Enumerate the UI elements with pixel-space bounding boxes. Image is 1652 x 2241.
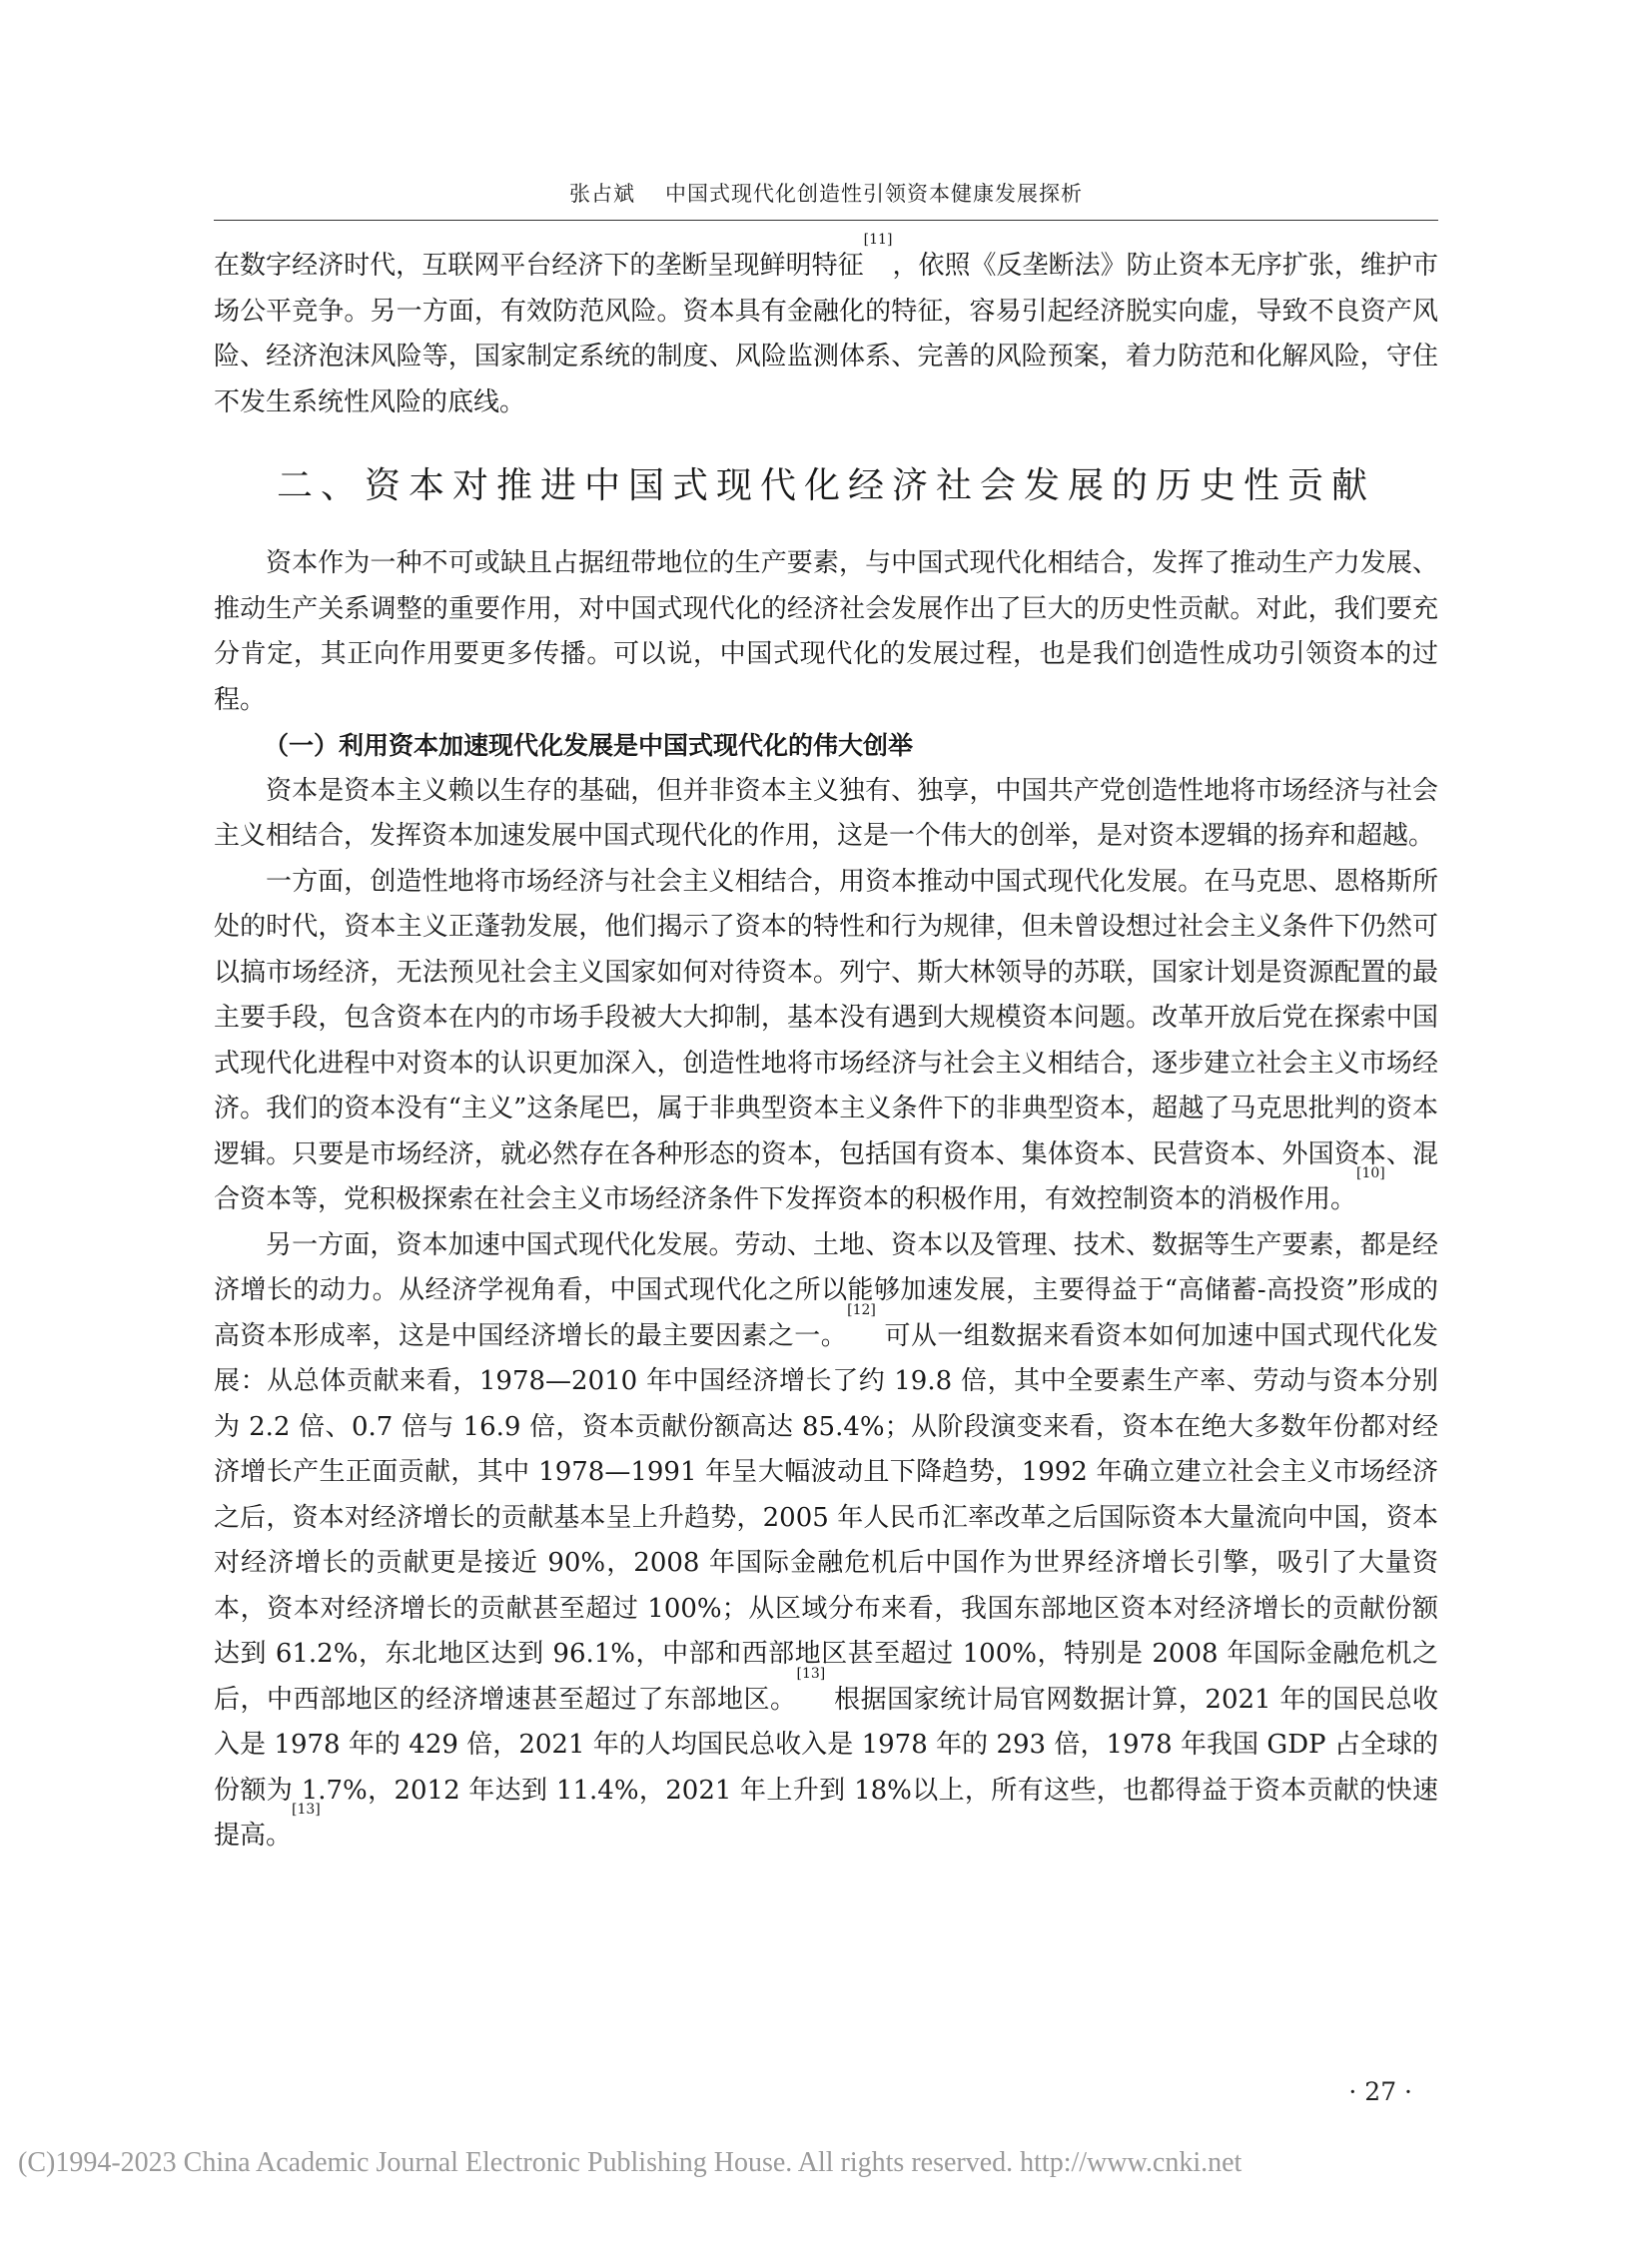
citation-ref[interactable]: [11] <box>863 232 893 248</box>
paragraph: 资本是资本主义赖以生存的基础，但并非资本主义独有、独享，中国共产党创造性地将市场经济与社会主义相结合，发挥资本加速发展中国式现代化的作用，这是一个伟大的创举，是对资本逻辑的扬弃和超越。 <box>214 775 1438 851</box>
copyright-watermark: (C)1994-2023 China Academic Journal Electronic Publishing House. All rights reserved. http://www.cnki.net <box>18 2147 1242 2178</box>
section-intro-paragraph: 资本作为一种不可或缺且占据纽带地位的生产要素，与中国式现代化相结合，发挥了推动生产力发展、推动生产关系调整的重要作用，对中国式现代化的经济社会发展作出了巨大的历史性贡献。对此，我们要充分肯定，其正向作用要更多传播。可以说，中国式现代化的发展过程，也是我们创造性成功引领资本的过程。 <box>214 548 1438 715</box>
paragraph-text: 在数字经济时代，互联网平台经济下的垄断呈现鲜明特征 <box>214 251 864 281</box>
article-body <box>214 232 1438 1860</box>
paragraph-text: 可从一组数据来看资本如何加速中国式现代化发展：从总体贡献来看，1978—2010 年中国经济增长了约 19.8 倍，其中全要素生产率、劳动与资本分别为 2.2 倍、0.7 倍与 16.9 倍，资本贡献份额高达 85.4%；从阶段演变来看，资本在绝大多数年份都对经济增长产生正面贡献，其中 1978—1991 年呈大幅波动且下降趋势，1992 年确立建立社会主义市场经济之后，资本对经济增长的贡献基本呈上升趋势，2005 年人民币汇率改革之后国际资本大量流向中国，资本对经济增长的贡献更是接近 90%，2008 年国际金融危机后中国作为世界经济增长引擎，吸引了大量资本，资本对经济增长的贡献甚至超过 100%；从区域分布来看，我国东部地区资本对经济增长的贡献份额达到 61.2%，东北地区达到 96.1%，中部和西部地区甚至超过 100%，特别是 2008 年国际金融危机之后，中西部地区的经济增速甚至超过了东部地区。 <box>214 1320 1438 1715</box>
citation-ref[interactable]: [10] <box>1356 1165 1385 1181</box>
citation-ref[interactable]: [12] <box>847 1301 876 1318</box>
citation-ref[interactable]: [13] <box>796 1665 826 1682</box>
page-number: · 27 · <box>1348 2077 1412 2106</box>
paragraph <box>214 1223 1438 1860</box>
header-article-title: 中国式现代化创造性引领资本健康发展探析 <box>665 182 1083 206</box>
paragraph-text: 一方面，创造性地将市场经济与社会主义相结合，用资本推动中国式现代化发展。在马克思、恩格斯所处的时代，资本主义正蓬勃发展，他们揭示了资本的特性和行为规律，但未曾设想过社会主义条件下仍然可以搞市场经济，无法预见社会主义国家如何对待资本。列宁、斯大林领导的苏联，国家计划是资源配置的最主要手段，包含资本在内的市场手段被大大抑制，基本没有遇到大规模资本问题。改革开放后党在探索中国式现代化进程中对资本的认识更加深入，创造性地将市场经济与社会主义相结合，逐步建立社会主义市场经济。我们的资本没有“主义”这条尾巴，属于非典型资本主义条件下的非典型资本，超越了马克思批判的资本逻辑。只要是市场经济，就必然存在各种形态的资本，包括国有资本、集体资本、民营资本、外国资本、混合资本等，党积极探索在社会主义市场经济条件下发挥资本的积极作用，有效控制资本的消极作用。 <box>214 866 1438 1214</box>
subsection-heading: （一）利用资本加速现代化发展是中国式现代化的伟大创举 <box>264 731 914 760</box>
paragraph-continued <box>214 232 1438 425</box>
paragraph-text: ，依照《反垄断法》防止资本无序扩张，维护市场公平竞争。另一方面，有效防范风险。资本具有金融化的特征，容易引起经济脱实向虚，导致不良资产风险、经济泡沫风险等，国家制定系统的制度、风险监测体系、完善的风险预案，着力防范和化解风险，守住不发生系统性风险的底线。 <box>214 251 1438 417</box>
paragraph-text: 另一方面，资本加速中国式现代化发展。劳动、土地、资本以及管理、技术、数据等生产要素，都是经济增长的动力。从经济学视角看，中国式现代化之所以能够加速发展，主要得益于“高储蓄-高投资”形成的高资本形成率，这是中国经济增长的最主要因素之一。 <box>214 1229 1438 1351</box>
section-heading: 二、资本对推进中国式现代化经济社会发展的历史性贡献 <box>276 465 1375 506</box>
paragraph <box>214 860 1438 1223</box>
header-author: 张占斌 <box>569 182 635 206</box>
running-header <box>214 178 1438 208</box>
citation-ref[interactable]: [13] <box>292 1802 321 1818</box>
header-divider <box>214 220 1438 221</box>
paragraph-text: 根据国家统计局官网数据计算，2021 年的国民总收入是 1978 年的 429 倍，2021 年的人均国民总收入是 1978 年的 293 倍，1978 年我国 GDP 占全球的份额为 1.7%，2012 年达到 11.4%，2021 年上升到 18%以上，所有这些，也都得益于资本贡献的快速提高。 <box>214 1684 1438 1851</box>
